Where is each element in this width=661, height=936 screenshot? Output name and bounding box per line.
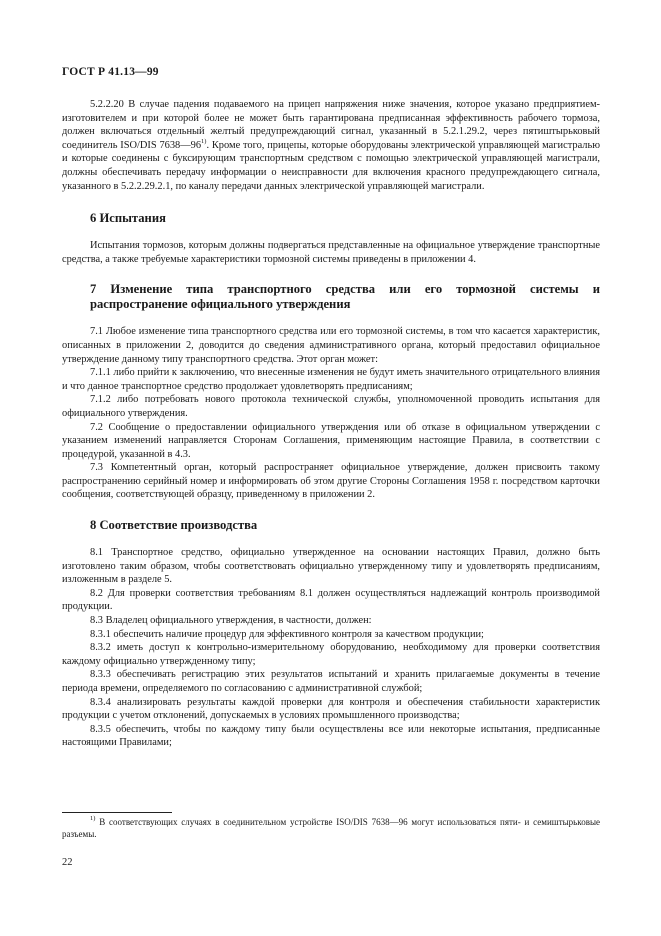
paragraph-7-3: 7.3 Компетентный орган, который распространяет официальное утверждение, должен присвоить такому распространению серийный номер и информировать об этом другие Стороны Соглашения 1958 г. посредством карточки сообщения, соответствующей образцу, приведенному в приложении 2.: [62, 462, 600, 501]
paragraph-8-3: 8.3 Владелец официального утверждения, в частности, должен:: [90, 615, 372, 627]
paragraph-8-3-1: 8.3.1 обеспечить наличие процедур для эффективного контроля за качеством продукции;: [90, 628, 484, 640]
paragraph-6: Испытания тормозов, которым должны подвергаться представленные на официальное утверждение транспортные средства, а также требуемые характеристики тормозной системы приведены в приложении 4.: [62, 240, 600, 265]
paragraph-8-3-4: 8.3.4 анализировать результаты каждой проверки для контроля и обеспечения стабильности характеристик продукции с учетом отклонений, допускаемых в условиях промышленного производства;: [62, 696, 600, 722]
section-7-heading: 7 Изменение типа транспортного средства или его тормозной системы и распространение официального утверждения: [90, 282, 600, 312]
footnote-divider: [62, 812, 172, 813]
footnote-ref: 1): [201, 137, 207, 145]
paragraph-7-1: 7.1 Любое изменение типа транспортного средства или его тормозной системы, в том что касается характеристик, описанных в приложении 2, доводится до сведения административного органа, который предоставил официальное утверждение данному типу транспортного средства. Этот орган может:: [62, 326, 600, 365]
paragraph-8-3-3: 8.3.3 обеспечивать регистрацию этих результатов испытаний и хранить прилагаемые документы в течение периода времени, определяемого по согласованию с административной службой;: [62, 669, 600, 694]
section-6-heading: 6 Испытания: [90, 211, 166, 226]
paragraph-7-1-2: 7.1.2 либо потребовать нового протокола технической службы, уполномоченной проводить испытания для официального утверждения.: [62, 394, 600, 419]
paragraph-8-2: 8.2 Для проверки соответствия требованиям 8.1 должен осуществляться надлежащий контроль производимой продукции.: [62, 587, 600, 613]
footnote-mark: 1): [90, 815, 96, 822]
footnote: $^{1)}$ В соответствующих случаях в соединительном устройстве ISO/DIS 7638—96 могут использоваться пяти- и семиштырьковые разъемы.: [62, 815, 600, 839]
section-8-heading: 8 Соответствие производства: [90, 518, 258, 533]
paragraph-8-3-2: 8.3.2 иметь доступ к контрольно-измерительному оборудованию, необходимому для проверки соответствия каждому официально утвержденному типу;: [62, 642, 600, 667]
paragraph-7-1-1: 7.1.1 либо прийти к заключению, что внесенные изменения не будут иметь значительного отрицательного влияния и что данное транспортное средство продолжает удовлетворять предписаниям;: [62, 367, 600, 392]
document-code-header: ГОСТ Р 41.13—99: [62, 66, 159, 78]
paragraph-5-2-2-20: 5.2.2.20 В случае падения подаваемого на прицеп напряжения ниже значения, которое указано предприятием-изготовителем и при которой более не может быть гарантирована предписанная эффективность рабочего тормоза, должен включаться отдельный желтый предупреждающий сигнал, указанный в 5.2.1.29.2, через пятиштырьковый соединитель ISO/DIS 7638—96$^{1)}$. Кроме того, прицепы, которые оборудованы электрической управляющей магистралью и которые соединены с буксирующим транспортным средством с помощью электрической управляющей магистрали, должны обеспечивать передачу информации о неисправности для включения красного предупреждающего сигнала, указанного в 5.2.2.29.2.1, по каналу передачи данных электрической управляющей магистрали.: [62, 99, 600, 192]
page-body: [62, 98, 600, 750]
paragraph-7-2: 7.2 Сообщение о предоставлении официального утверждения или об отказе в официальном утверждении с указанием изменений направляется Сторонам Соглашения, применяющим настоящие Правила, в соответствии с процедурой, указанной в 4.3.: [62, 421, 600, 460]
paragraph-8-1: 8.1 Транспортное средство, официально утвержденное на основании настоящих Правил, должно быть изготовлено таким образом, чтобы соответствовать официально утвержденному типу и удовлетворять предписаниям, изложенным в разделе 5.: [62, 547, 600, 586]
paragraph-8-3-5: 8.3.5 обеспечить, чтобы по каждому типу были осуществлены все или некоторые испытания, предписанные настоящими Правилами;: [62, 723, 600, 749]
page-number: 22: [62, 857, 73, 868]
